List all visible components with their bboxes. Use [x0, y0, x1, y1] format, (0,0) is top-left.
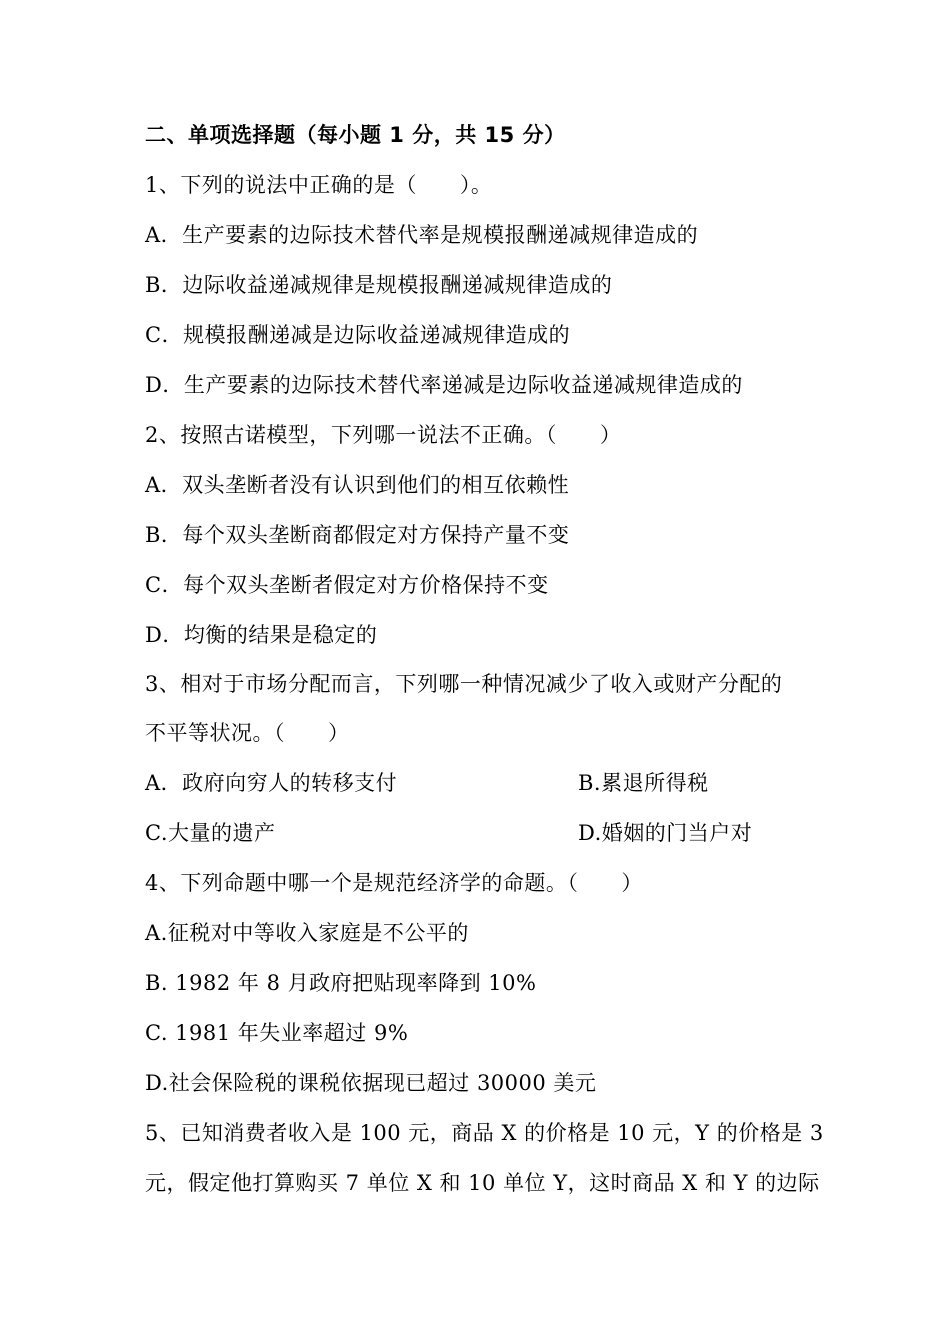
question-3-option-a: A．政府向穷人的转移支付 — [145, 771, 398, 795]
question-5-stem-line-2: 元，假定他打算购买 7 单位 X 和 10 单位 Y，这时商品 X 和 Y 的边际 — [145, 1171, 820, 1195]
question-2-stem: 2、按照古诺模型，下列哪一说法不正确。（ ） — [145, 423, 622, 447]
section-title: 二、单项选择题（每小题 1 分，共 15 分） — [145, 123, 566, 147]
question-1-option-d: D．生产要素的边际技术替代率递减是边际收益递减规律造成的 — [145, 373, 743, 397]
question-1-option-b: B．边际收益递减规律是规模报酬递减规律造成的 — [145, 273, 613, 297]
question-4-option-c: C. 1981 年失业率超过 9% — [145, 1021, 409, 1045]
question-4-option-a: A.征税对中等收入家庭是不公平的 — [145, 921, 469, 945]
question-3-option-b: B.累退所得税 — [578, 771, 709, 795]
question-4-option-b: B. 1982 年 8 月政府把贴现率降到 10% — [145, 971, 537, 995]
question-4-option-d: D.社会保险税的课税依据现已超过 30000 美元 — [145, 1071, 597, 1095]
question-2-option-b: B．每个双头垄断商都假定对方保持产量不变 — [145, 523, 570, 547]
question-1-stem: 1、下列的说法中正确的是（ ）。 — [145, 173, 493, 197]
question-3-stem-line-1: 3、相对于市场分配而言，下列哪一种情况减少了收入或财产分配的 — [145, 672, 783, 696]
question-2-option-c: C．每个双头垄断者假定对方价格保持不变 — [145, 573, 549, 597]
question-3-option-c: C.大量的遗产 — [145, 821, 276, 845]
question-2-option-a: A．双头垄断者没有认识到他们的相互依赖性 — [145, 473, 570, 497]
question-4-stem: 4、下列命题中哪一个是规范经济学的命题。（ ） — [145, 871, 643, 895]
question-1-option-a: A．生产要素的边际技术替代率是规模报酬递减规律造成的 — [145, 223, 699, 247]
question-3-stem-line-2: 不平等状况。（ ） — [145, 721, 350, 745]
question-3-option-d: D.婚姻的门当户对 — [578, 821, 753, 845]
question-5-stem-line-1: 5、已知消费者收入是 100 元，商品 X 的价格是 10 元，Y 的价格是 3 — [145, 1121, 824, 1145]
question-1-option-c: C．规模报酬递减是边际收益递减规律造成的 — [145, 323, 571, 347]
question-2-option-d: D．均衡的结果是稳定的 — [145, 623, 378, 647]
